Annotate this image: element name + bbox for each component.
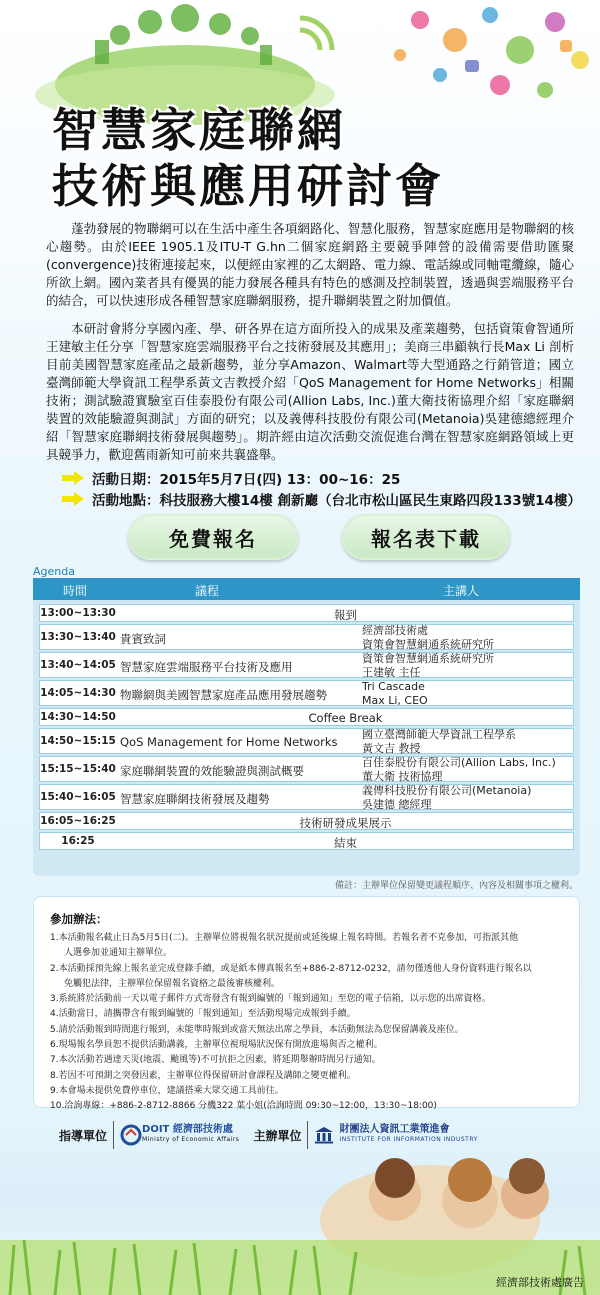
agenda-footnote: 備註：主辦單位保留變更議程順序、內容及相關事項之權利。 (334, 881, 578, 891)
iii-name: 財團法人資訊工業策進會 (339, 1124, 450, 1135)
doit-subtitle: Ministry of Economic Affairs (142, 1136, 240, 1143)
agenda-time: 14:30~14:50 (40, 711, 116, 723)
agenda-speaker-org: 百佳泰股份有限公司(Allion Labs, Inc.) (362, 756, 556, 769)
agenda-speaker-name: 王建敏 主任 (362, 666, 421, 679)
agenda-topic: 物聯網與美國智慧家庭產品應用發展趨勢 (120, 687, 327, 702)
agenda-header-speaker: 主講人 (443, 584, 480, 598)
iii-building-icon (314, 1126, 334, 1144)
agenda-speaker-org: 義傳科技股份有限公司(Metanoia) (362, 784, 532, 797)
notes-item: 3.系統將於活動前一天以電子郵件方式寄發含有報到編號的「報到通知」至您的電子信箱，以示您的出席資格。 (50, 994, 491, 1005)
intro-paragraph-2: 本研討會將分享國內產、學、研各界在這方面所投入的成果及產業趨勢，包括資策會智通所王建敏主任分享「智慧家庭雲端服務平台之技術發展及其應用」；美商三串顧執行長Max Li 剖析目前美國智慧家庭產品之最新趨勢，並分享Amazon、Walmart等大型通路之行銷管道；國立臺灣師範大學資訊工程學系黃文吉教授介紹「QoS Management for Home Networks」相關技術；測試驗證實驗室百佳泰股份有限公司(Allion Labs, Inc.)董大衛技術協理介紹「家庭聯網裝置的效能驗證與測試」方面的研究；以及義傳科技股份有限公司(Metanoia)吳建德總經理介紹「智慧家庭聯網技術發展與趨勢」。期許經由這次活動交流促進台灣在智慧家庭網路領域上更具競爭力，歡迎舊雨新知可前來共襄盛舉。 (46, 321, 574, 462)
agenda-speaker-name: 董大衛 技術協理 (362, 770, 443, 783)
iii-subtitle: INSTITUTE FOR INFORMATION INDUSTRY (339, 1136, 478, 1143)
agenda-item-full: 技術研發成果展示 (299, 815, 392, 830)
agenda-time: 14:05~14:30 (40, 687, 116, 699)
agenda-body (39, 604, 574, 852)
arrow-right-icon (62, 492, 84, 506)
logo-divider (113, 1121, 114, 1149)
notes-list (50, 931, 567, 1115)
agenda-speaker-name: 資策會智慧網通系統研究所 (362, 638, 494, 651)
agenda-topic: 智慧家庭雲端服務平台技術及應用 (120, 659, 293, 674)
notes-title: 參加辦法： (50, 912, 108, 926)
agenda-time: 14:50~15:15 (40, 735, 116, 747)
agenda-row (39, 756, 574, 782)
agenda-speaker (362, 728, 516, 756)
agenda-speaker (362, 652, 494, 680)
agenda-time: 16:05~16:25 (40, 815, 116, 827)
page-title-line1: 智慧家庭聯網 (52, 103, 346, 157)
agenda-time: 13:30~13:40 (40, 631, 116, 643)
doit-name: DOIT 經濟部技術處 (142, 1124, 233, 1135)
notes-item: 9.本會場未提供免費停車位，建議搭乘大眾交通工具前往。 (50, 1085, 284, 1096)
notes-item: 免觸犯法律，主辦單位保留報名資格之最後審核權利。 (64, 978, 281, 989)
agenda-row (39, 812, 574, 830)
agenda-time: 15:40~16:05 (40, 791, 116, 803)
agenda-row (39, 652, 574, 678)
agenda-time: 13:00~13:30 (40, 607, 116, 619)
logo-divider (307, 1121, 308, 1149)
agenda-row (39, 784, 574, 810)
event-venue-row (62, 489, 581, 509)
register-button[interactable]: 免費報名 (128, 514, 298, 560)
page-title-line2: 技術與應用研討會 (52, 159, 444, 213)
doit-emblem-icon (120, 1124, 142, 1146)
event-venue: 活動地點：科技服務大樓14樓 創新廳（台北市松山區民生東路四段133號14樓） (92, 493, 581, 509)
agenda-topic: 貴賓致詞 (120, 631, 166, 646)
agenda-speaker-org: 資策會智慧網通系統研究所 (362, 652, 494, 665)
registration-notes (33, 896, 580, 1112)
agenda-item-full: Coffee Break (308, 710, 383, 725)
agenda-item-full: 報到 (334, 607, 357, 622)
notes-item: 7.本次活動若遇達天災(地震、颱風等)不可抗拒之因素，將延期舉辦時間另行通知。 (50, 1055, 381, 1066)
notes-item: 1.本活動報名截止日為5月5日(二)。主辦單位將視報名狀況提前或延後線上報名時間。若報名者不克參加，可指派其他 (50, 933, 519, 943)
notes-item: 5.請於活動報到時間進行報到，未能準時報到或當天無法出席之學員，本活動無法為您保留講義及座位。 (50, 1024, 464, 1035)
notes-item: 6.現場報名學員恕不提供活動講義，主辦單位視現場狀況保有開放進場與否之權利。 (50, 1040, 383, 1051)
agenda-topic: 智慧家庭聯網技術發展及趨勢 (120, 791, 270, 806)
notes-item: 10.洽詢專線：+886-2-8712-8866 分機322 葉小姐(洽詢時間 09:30~12:00，13:30~18:00) (50, 1101, 437, 1112)
iii-logo (307, 1121, 477, 1149)
agenda-label: Agenda (33, 565, 75, 578)
download-form-button[interactable]: 報名表下載 (342, 514, 510, 560)
event-date: 活動日期：2015年5月7日(四) 13：00~16：25 (92, 472, 401, 488)
agenda-speaker (362, 680, 428, 708)
agenda-row (39, 680, 574, 706)
guide-label: 指導單位 (59, 1128, 108, 1143)
notes-item: 4.活動當日，請攜帶含有報到編號的「報到通知」至活動現場完成報到手續。 (50, 1009, 356, 1020)
agenda-speaker-name: Max Li, CEO (362, 694, 428, 707)
intro-paragraph-1: 蓬勃發展的物聯網可以在生活中產生各項網路化、智慧化服務，智慧家庭應用是物聯網的核心趨勢。由於IEEE 1905.1及ITU-T G.hn二個家庭網路主要競爭陣營的設備需要借助匯聚(convergence)技術連接起來，以便經由家裡的乙太網路、電力線、電話線或同軸電纜線，隨心所欲上網。國內業者具有優異的能力發展各種具有特色的感測及控制裝置，透過與雲端服務平台的結合，可以快速形成各種智慧家庭聯網服務，提升聯網裝置之附加價值。 (46, 221, 574, 308)
agenda-topic: 家庭聯網裝置的效能驗證與測試概要 (120, 763, 304, 778)
agenda-header (33, 578, 580, 600)
agenda-time: 16:25 (61, 835, 95, 847)
agenda-row (39, 832, 574, 850)
agenda-row (39, 708, 574, 726)
agenda-speaker-name: 吳建德 總經理 (362, 798, 432, 811)
arrow-right-icon (62, 471, 84, 485)
agenda-topic: QoS Management for Home Networks (120, 734, 338, 749)
agenda-speaker-name: 黃文吉 教授 (362, 742, 421, 755)
agenda-header-time: 時間 (63, 584, 88, 598)
agenda-speaker-org: 經濟部技術處 (362, 624, 428, 637)
agenda-row (39, 728, 574, 754)
agenda-time: 13:40~14:05 (40, 659, 116, 671)
doit-logo (113, 1121, 239, 1149)
agenda-row (39, 604, 574, 622)
agenda-speaker (362, 624, 494, 652)
agenda-speaker (362, 756, 556, 784)
agenda-time: 15:15~15:40 (40, 763, 116, 775)
agenda-row (39, 624, 574, 650)
host-label: 主辦單位 (253, 1128, 302, 1143)
agenda-item-full: 結束 (334, 835, 357, 850)
notes-item: 2.本活動採預先線上報名並完成登錄手續，或是紙本傳真報名至+886-2-8712-0232，請勿僅透他人身份資料進行報名以 (50, 963, 532, 974)
agenda-table (33, 578, 580, 876)
notes-item: 8.若因不可預測之突發因素，主辦單位得保留研討會課程及講師之變更權利。 (50, 1070, 356, 1081)
agenda-header-topic: 議程 (195, 584, 220, 598)
agenda-speaker-org: Tri Cascade (362, 680, 425, 693)
notes-item: 人選參加並通知主辦單位。 (64, 948, 173, 959)
agenda-speaker-org: 國立臺灣師範大學資訊工程學系 (362, 728, 516, 741)
credit-text: 經濟部技術處廣告 (496, 1276, 584, 1289)
event-date-row (62, 468, 400, 488)
agenda-speaker (362, 784, 531, 812)
